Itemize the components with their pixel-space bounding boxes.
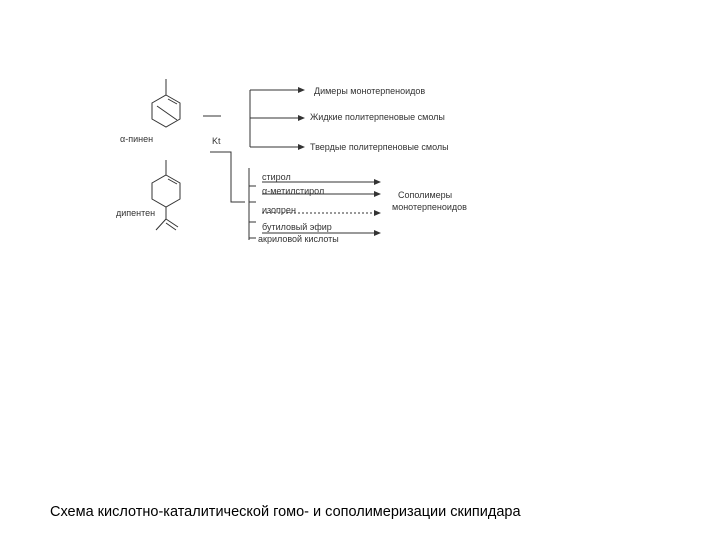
alpha-pinene-structure (152, 79, 180, 127)
copolymer-label-line2: монотерпеноидов (392, 202, 467, 212)
dipentene-structure (152, 160, 180, 230)
comonomer-butyl-ester: бутиловый эфир (262, 222, 332, 232)
homo-product-dimers: Димеры монотерпеноидов (314, 86, 426, 96)
copolymer-label-line1: Сополимеры (398, 190, 453, 200)
dipentene-label: дипентен (116, 208, 156, 218)
homo-product-solid-resins: Твердые политерпеновые смолы (310, 142, 449, 152)
alpha-pinene-label: α-пинен (120, 134, 154, 144)
comonomer-isoprene: изопрен (262, 205, 296, 215)
catalyst-label: Kt (212, 136, 221, 146)
homo-branch (250, 90, 304, 147)
comonomer-acrylic-acid: акриловой кислоты (258, 234, 339, 244)
comonomer-styrene: стирол (262, 172, 291, 182)
figure-caption: Схема кислотно-каталитической гомо- и сополимеризации скипидара (50, 504, 521, 520)
homo-product-liquid-resins: Жидкие политерпеновые смолы (310, 112, 445, 122)
comonomer-alpha-methylstyrene: α-метилстирол (262, 186, 325, 196)
